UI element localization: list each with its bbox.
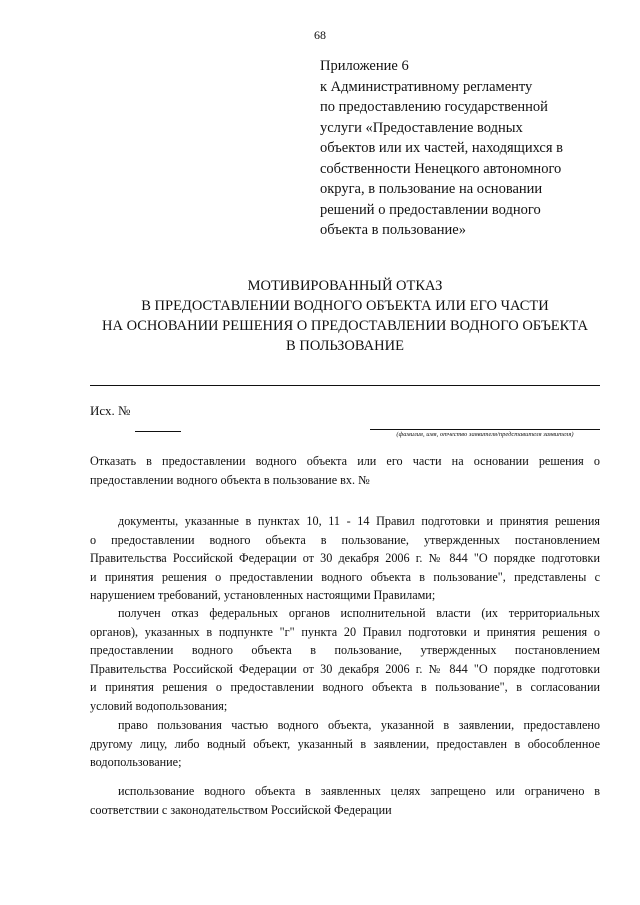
appendix-line: объекта в пользование» [320, 222, 466, 238]
applicant-caption: (фамилия, имя, отчество заявителя/представителя заявителя) [396, 431, 574, 438]
paragraph-line: водопользование; [90, 755, 182, 769]
page-number: 68 [314, 28, 326, 42]
paragraph-line: получен отказ федеральных органов исполнительной власти (их территориальных [118, 606, 600, 620]
title-divider [90, 385, 600, 386]
appendix-line: услуги «Предоставление водных [320, 119, 523, 136]
applicant-blank [370, 429, 600, 430]
appendix-line: решений о предоставлении водного [320, 201, 541, 218]
appendix-line: Приложение 6 [320, 58, 409, 74]
title-line: МОТИВИРОВАННЫЙ ОТКАЗ [247, 278, 443, 294]
appendix-line: к Административному регламенту [320, 78, 533, 95]
appendix-block [320, 56, 600, 241]
paragraph-line: предоставлении водного объекта в пользование, утвержденных постановлением [90, 643, 600, 657]
paragraph-line: Правительства Российской Федерации от 30 декабря 2006 г. № 844 "О порядке подготовки [90, 551, 600, 565]
paragraph-line: и принятия решения о предоставлении водного объекта в пользование", в согласовании [90, 680, 600, 694]
appendix-line: объектов или их частей, находящихся в [320, 140, 563, 156]
paragraph-line: органов), указанных в подпункте "г" пункта 20 Правил подготовки и принятия решения о [90, 624, 600, 639]
outgoing-number-label: Исх. № [90, 403, 131, 418]
paragraph-line: и принятия решения о предоставлении водного объекта в пользование", представлены с [90, 569, 600, 584]
paragraph-line: нарушением требований, установленных настоящими Правилами; [90, 588, 436, 602]
paragraph-reason-federal-refusal [90, 604, 600, 715]
paragraph-line: о предоставлении водного объекта в пользование, утвержденных постановлением [90, 532, 600, 547]
paragraph-line: использование водного объекта в заявленных целях запрещено или ограничено в [118, 784, 600, 798]
appendix-line: собственности Ненецкого автономного [320, 160, 562, 177]
appendix-line: по предоставлению государственной [320, 99, 548, 115]
appendix-line: округа, в пользование на основании [320, 181, 543, 197]
paragraph-line: право пользования частью водного объекта, указанной в заявлении, предоставлено [118, 718, 600, 732]
title-line: НА ОСНОВАНИИ РЕШЕНИЯ О ПРЕДОСТАВЛЕНИИ ВОДНОГО ОБЪЕКТА [102, 318, 588, 334]
title-line: В ПОЛЬЗОВАНИЕ [286, 338, 404, 354]
paragraph-reason-prohibited [90, 782, 600, 819]
paragraph-line: соответствии с законодательством Российской Федерации [90, 802, 392, 817]
title-line: В ПРЕДОСТАВЛЕНИИ ВОДНОГО ОБЪЕКТА ИЛИ ЕГО ЧАСТИ [141, 298, 549, 314]
paragraph-reason-other-user [90, 716, 600, 772]
paragraph-refusal [90, 452, 600, 489]
paragraph-line: Правительства Российской Федерации от 30 декабря 2006 г. № 844 "О порядке подготовки [90, 661, 600, 676]
paragraph-line: предоставлении водного объекта в пользование вх. № [90, 472, 370, 487]
paragraph-reason-documents [90, 512, 600, 605]
paragraph-line: условий водопользования; [90, 698, 228, 713]
document-title [60, 276, 630, 356]
paragraph-line: Отказать в предоставлении водного объекта или его части на основании решения о [90, 454, 600, 468]
paragraph-line: документы, указанные в пунктах 10, 11 - 14 Правил подготовки и принятия решения [118, 514, 600, 528]
outgoing-number-blank [135, 431, 181, 432]
paragraph-line: другому лицу, либо водный объект, указанный в заявлении, предоставлен в обособленное [90, 736, 600, 751]
